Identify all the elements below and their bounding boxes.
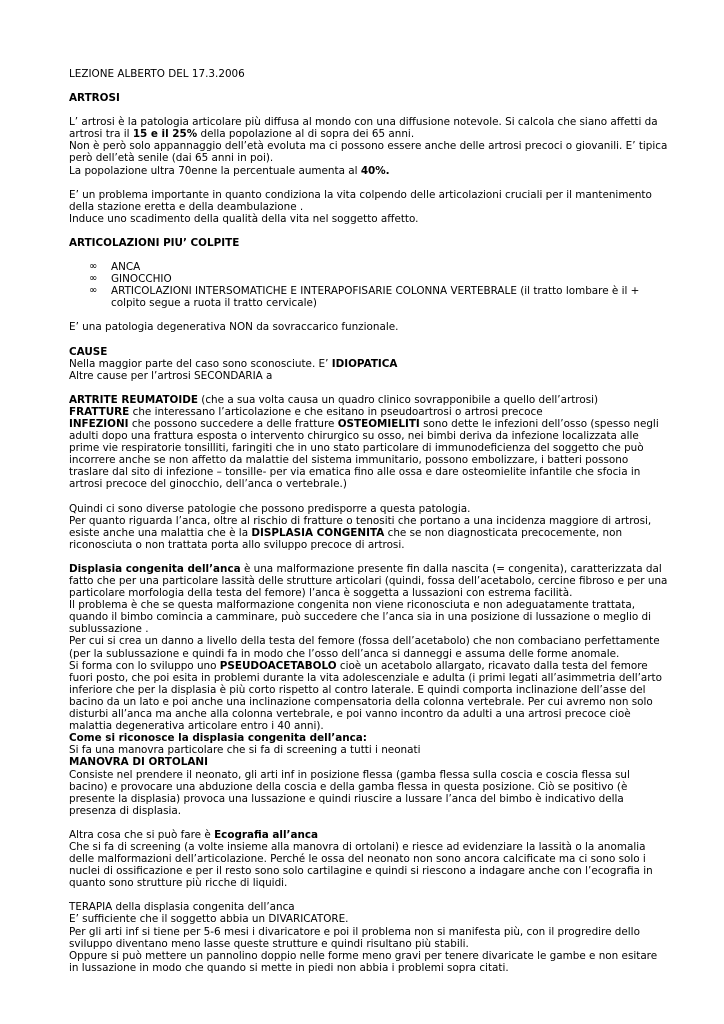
cause-infezioni: INFEZIONI che possono succedere a delle fratture OSTEOMIELITI sono dette le infezioni dell’osso (spesso negli adulti dopo una frattura esposta o intervento chirurgico su osso, nei bimbi deriva da infezione localizzata alle prime vie respiratorie tonsilliti, faringiti che in uno stato particolare di immunodeficienza del soggetto che può incorrere anche se non affetto da malattie del sistema immunitario, possono embolizzare, i batteri possono traslare dal sito di infezione – tonsille- per via ematica fino alle ossa e dare osteomielite infantile che sfocia in artrosi precoce del ginocchio, dell’anca o vertebrale.) (69, 417, 659, 491)
list-item: ∞ ANCA (89, 261, 141, 274)
infinity-bullet-icon: ∞ (89, 261, 98, 273)
cause-artrite: ARTRITE REUMATOIDE (che a sua volta causa un quadro clinico sovrapponibile a quello dell’artrosi) (69, 393, 599, 406)
cause-fratture: FRATTURE che interessano l’articolazione e che esitano in pseudoartrosi o artrosi precoce (69, 405, 543, 418)
intro-paragraph-5: Induce uno scadimento della qualità della vita nel soggetto affetto. (69, 212, 419, 225)
intro-paragraph-4: E’ un problema importante in quanto condiziona la vita colpendo delle articolazioni cruciali per il mantenimento della stazione eretta e della deambulazione . (69, 188, 652, 213)
displasia-definition: Displasia congenita dell’anca è una malformazione presente fin dalla nascita (= congenita), caratterizzata dal fatto che per una particolare lassità delle strutture articolari (quindi, fossa dell’acetabolo, cercine fibroso e per una particolare morfologia della testa del femore) l’anca è soggetta a lussazioni con estrema facilità. (69, 562, 668, 600)
terapia-divaricatore: E’ sufficiente che il soggetto abbia un DIVARICATORE. (69, 913, 349, 926)
infinity-bullet-icon: ∞ (89, 285, 98, 297)
terapia-durata: Per gli arti inf si tiene per 5-6 mesi i divaricatore e poi il problema non si manifesta più, con il progredire dello sviluppo diventano meno lasse queste strutture e quindi risultano più stabili. (69, 925, 640, 950)
manovra-title: MANOVRA DI ORTOLANI (69, 756, 208, 769)
cause-diverse: Quindi ci sono diverse patologie che possono predisporre a questa patologia. (69, 502, 471, 515)
list-item: ∞ ARTICOLAZIONI INTERSOMATICHE E INTERAPOFISARIE COLONNA VERTEBRALE (il tratto lombare è il + colpito segue a ruota il tratto cervicale) (89, 285, 640, 310)
list-item: ∞ GINOCCHIO (89, 273, 172, 286)
document-page (69, 68, 669, 974)
cause-line-1: Nella maggior parte del caso sono sconosciute. E’ IDIOPATICA (69, 357, 398, 370)
manovra-intro: Si fa una manovra particolare che si fa di screening a tutti i neonati (69, 744, 421, 757)
intro-paragraph-1: L’ artrosi è la patologia articolare più diffusa al mondo con una diffusione notevole. Si calcola che siano affetti da artrosi tra il 15 e il 25% della popolazione al di sopra dei 65 anni. (69, 116, 658, 141)
displasia-problem: Il problema è che se questa malformazione congenita non viene riconosciuta e non adeguatamente trattata, quando il bimbo comincia a camminare, può succedere che l’anca sia in una posizione di lussazione o meglio di sublussazione . (69, 599, 651, 636)
cause-line-2: Altre cause per l’artrosi SECONDARIA a (69, 369, 273, 382)
infinity-bullet-icon: ∞ (89, 273, 98, 285)
cause-anca: Per quanto riguarda l’anca, oltre al rischio di fratture o tenositi che portano a una incidenza maggiore di artrosi, esiste anche una malattia che è la DISPLASIA CONGENITA che se non diagnosticata precocemente, non riconosciuta o non trattata porta allo sviluppo precoce di artrosi. (69, 514, 652, 551)
terapia-pannolino: Oppure si può mettere un pannolino doppio nelle forme meno gravi per tenere divaricate le gambe e non esitare in lussazione in modo che quando si mette in piedi non abbia i problemi sopra citati. (69, 949, 658, 974)
manovra-text: Consiste nel prendere il neonato, gli arti inf in posizione flessa (gamba flessa sulla coscia e coscia flessa sul bacino) e provocare una abduzione della coscia e della gamba flessa in questa posizione. Ciò se positivo (è presente la displasia) provoca una lussazione e quindi riuscire a lussare l’anca del bimbo è indicativo della presenza di displasia. (69, 768, 630, 817)
displasia-riconosce-heading: Come si riconosce la displasia congenita dell’anca: (69, 732, 367, 745)
ecografia-intro: Altra cosa che si può fare è Ecografia all’anca (69, 828, 319, 841)
terapia-heading: TERAPIA della displasia congenita dell’anca (69, 901, 295, 914)
articolazioni-heading: ARTICOLAZIONI PIU’ COLPITE (69, 236, 240, 249)
ecografia-text: Che si fa di screening (a volte insieme alla manovra di ortolani) e riesce ad evidenziare la lassità o la anomalia delle malformazioni dell’articolazione. Perché le ossa del neonato non sono ancora calcificate ma ci sono solo i nuclei di ossificazione e per il resto sono solo cartilagine e quindi si riescono a indagare anche con l’ecografia in quanto sono strutture più ricche di liquidi. (69, 840, 653, 890)
intro-paragraph-2: Non è però solo appannaggio dell’età evoluta ma ci possono essere anche delle artrosi precoci o giovanili. E’ tipica però dell’età senile (dai 65 anni in poi). (69, 140, 668, 165)
cause-heading: CAUSE (69, 345, 108, 358)
displasia-pseudoacetabolo: Si forma con lo sviluppo uno PSEUDOACETABOLO cioè un acetabolo allargato, ricavato dalla testa del femore fuori posto, che poi esita in problemi durante la vita adolescenziale e adulta (i primi legati all’asimmetria dell’arto inferiore che per la displasia è più corto rispetto al contro laterale. E quindi comporta inclinazione dell’asse del bacino da un lato e poi anche una inclinazione compensatoria della colonna vertebrale. Per cui avremo non solo disturbi all’anca ma anche alla colonna vertebrale, e poi vanno incontro da adulti a una artrosi precoce cioè malattia degenerativa articolare entro i 40 anni). (69, 659, 662, 733)
lecture-header: LEZIONE ALBERTO DEL 17.3.2006 (69, 68, 245, 80)
displasia-damage: Per cui si crea un danno a livello della testa del femore (fossa dell’acetabolo) che non combaciano perfettamente (per la sublussazione e quindi fa in modo che l’osso dell’anca si danneggi e assuma delle forme anomale. (69, 635, 660, 660)
intro-paragraph-3: La popolazione ultra 70enne la percentuale aumenta al 40%. (69, 164, 390, 177)
articolazioni-note: E’ una patologia degenerativa NON da sovraccarico funzionale. (69, 321, 399, 334)
section-title-artrosi: ARTROSI (69, 92, 120, 105)
articolazioni-list (69, 261, 669, 309)
